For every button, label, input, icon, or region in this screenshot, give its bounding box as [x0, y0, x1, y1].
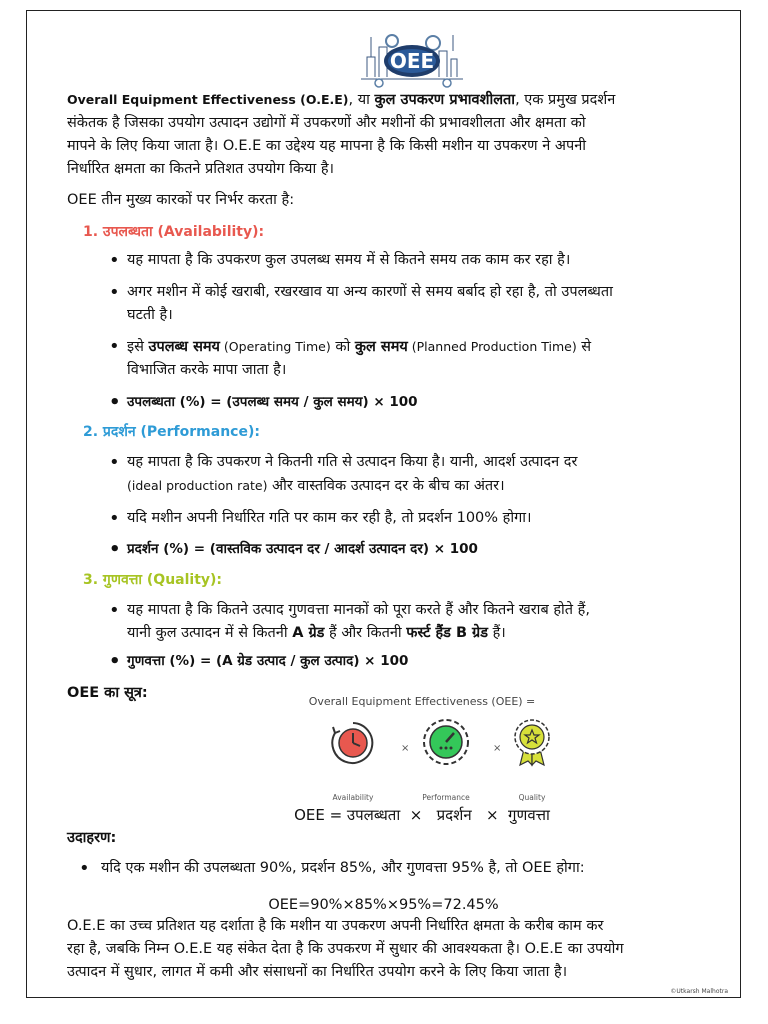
quality-bullet-1-line1: यह मापता है कि कितने उत्पाद गुणवत्ता मानकों को पूरा करते हैं और कितने खराब होते हैं, [127, 602, 590, 618]
quality-formula-text: गुणवत्ता (%) = (A ग्रेड उत्पाद / कुल उत्पाद) × 100 [127, 653, 409, 669]
b3-b: को [330, 339, 355, 355]
figure-title: Overall Equipment Effectiveness (OEE) = [308, 695, 536, 708]
quality-l2-c: हैं। [487, 625, 506, 641]
availability-formula: • उपलब्धता (%) = (उपलब्ध समय / कुल समय) × 100 [109, 392, 418, 413]
times-sign-1: × [401, 743, 410, 754]
example-calculation: OEE=90%×85%×95%=72.45% [268, 897, 499, 913]
quality-l2-term1: A ग्रेड [292, 625, 325, 641]
quality-badge-icon [510, 717, 554, 767]
gauge-icon [421, 717, 471, 767]
performance-bullet-2-text: यदि मशीन अपनी निर्धारित गति पर काम कर रही है, तो प्रदर्शन 100% होगा। [127, 510, 532, 526]
b3-term1-en: (Operating Time) [219, 339, 331, 354]
performance-bullet-2: • यदि मशीन अपनी निर्धारित गति पर काम कर रही है, तो प्रदर्शन 100% होगा। [109, 508, 532, 529]
term-en: Overall Equipment Effectiveness (O.E.E) [67, 92, 349, 107]
availability-bullet-1-text: यह मापता है कि उपकरण कुल उपलब्ध समय में से कितने समय तक काम कर रहा है। [127, 252, 571, 268]
conclusion-paragraph [67, 915, 714, 984]
availability-formula-text: उपलब्धता (%) = (उपलब्ध समय / कुल समय) × 100 [127, 394, 418, 410]
figure-label-availability: Availability [332, 793, 374, 802]
quality-heading: 3. गुणवत्ता (Quality): [83, 572, 223, 588]
availability-bullet-2-line2: घटती है। [127, 307, 173, 323]
b3-term2-en: (Planned Production Time) [407, 339, 577, 354]
example-label: उदाहरण: [67, 830, 117, 846]
availability-bullet-2-line1: अगर मशीन में कोई खराबी, रखरखाव या अन्य कारणों से समय बर्बाद हो रहा है, तो उपलब्धता [127, 284, 613, 300]
performance-formula: • प्रदर्शन (%) = (वास्तविक उत्पादन दर / आदर्श उत्पादन दर) × 100 [109, 539, 478, 560]
performance-heading: 2. प्रदर्शन (Performance): [83, 424, 260, 440]
performance-bullet-1-line1: यह मापता है कि उपकरण ने कितनी गति से उत्पादन किया है। यानी, आदर्श उत्पादन दर [127, 454, 578, 470]
figure-label-performance: Performance [422, 793, 470, 802]
availability-bullet-1: • यह मापता है कि उपकरण कुल उपलब्ध समय में से कितने समय तक काम कर रहा है। [109, 250, 571, 271]
performance-formula-text: प्रदर्शन (%) = (वास्तविक उत्पादन दर / आदर्श उत्पादन दर) × 100 [127, 541, 478, 557]
performance-bullet-1-en: (ideal production rate) [127, 478, 268, 493]
oee-figure [245, 683, 599, 845]
quality-l2-b: हैं और कितनी [324, 625, 407, 641]
sutra-label: OEE का सूत्र: [67, 685, 148, 701]
quality-formula: • गुणवत्ता (%) = (A ग्रेड उत्पाद / कुल उत्पाद) × 100 [109, 651, 409, 672]
b3-line2: विभाजित करके मापा जाता है। [127, 362, 287, 378]
intro-line2: संकेतक है जिसका उपयोग उत्पादन उद्योगों में उपकरणों और मशीनों की प्रभावशीलता और क्षमता को [67, 115, 586, 131]
term-hi: कुल उपकरण प्रभावशीलता [374, 92, 516, 108]
times-sign-2: × [493, 743, 502, 754]
b3-a: इसे [127, 339, 149, 355]
example-bullet: • यदि एक मशीन की उपलब्धता 90%, प्रदर्शन 85%, और गुणवत्ता 95% है, तो OEE होगा: [79, 858, 585, 879]
conclusion-line3: उत्पादन में सुधार, लागत में कमी और संसाधनों का निर्धारित उपयोग करने के लिए किया जाता है। [67, 964, 568, 980]
availability-heading: 1. उपलब्धता (Availability): [83, 224, 265, 240]
quality-bullet-1: • यह मापता है कि कितने उत्पाद गुणवत्ता मानकों को पूरा करते हैं और कितने खराब होते हैं, यानी कुल उत्पादन में से कितनी A ग्रेड हैं और कितनी फर्स्ट हैंड B ग्रेड हैं। [127, 599, 714, 645]
factors-intro: OEE तीन मुख्य कारकों पर निर्भर करता है: [67, 192, 295, 208]
quality-l2-term2: फर्स्ट हैंड B ग्रेड [406, 625, 488, 641]
stopwatch-icon [329, 719, 377, 767]
example-bullet-text: यदि एक मशीन की उपलब्धता 90%, प्रदर्शन 85%, और गुणवत्ता 95% है, तो OEE होगा: [101, 860, 585, 876]
intro-line1-rest: , एक प्रमुख प्रदर्शन [515, 92, 616, 108]
intro-line4: निर्धारित क्षमता का कितने प्रतिशत उपयोग किया है। [67, 161, 335, 177]
availability-bullet-2: • अगर मशीन में कोई खराबी, रखरखाव या अन्य कारणों से समय बर्बाद हो रहा है, तो उपलब्धता घटती है। [127, 281, 714, 327]
quality-l2-a: यानी कुल उत्पादन में से कितनी [127, 625, 293, 641]
figure-label-quality: Quality [518, 793, 546, 802]
figure-formula: OEE = उपलब्धता × प्रदर्शन × गुणवत्ता [294, 806, 550, 824]
b3-c: से [576, 339, 592, 355]
conclusion-line2: रहा है, जबकि निम्न O.E.E यह संकेत देता है कि उपकरण में सुधार की आवश्यकता है। O.E.E का उपयोग [67, 941, 624, 957]
intro-paragraph [67, 88, 714, 181]
performance-bullet-1: • यह मापता है कि उपकरण ने कितनी गति से उत्पादन किया है। यानी, आदर्श उत्पादन दर (ideal production rate) और वास्तविक उत्पादन दर के बीच का अंतर। [127, 451, 714, 498]
intro-line3: मापने के लिए किया जाता है। O.E.E का उद्देश्य यह मापना है कि किसी मशीन या उपकरण ने अपनी [67, 138, 587, 154]
document-page [26, 10, 741, 998]
b3-term2: कुल समय [354, 339, 408, 355]
copyright: ©Utkarsh Malhotra [670, 988, 728, 995]
logo-text: OEE [389, 49, 435, 73]
performance-bullet-1-rest: और वास्तविक उत्पादन दर के बीच का अंतर। [267, 478, 505, 494]
conclusion-line1: O.E.E का उच्च प्रतिशत यह दर्शाता है कि मशीन या उपकरण अपनी निर्धारित क्षमता के करीब काम कर [67, 918, 604, 934]
term-sep: , या [348, 92, 375, 108]
availability-bullet-3: • इसे उपलब्ध समय (Operating Time) को कुल समय (Planned Production Time) से विभाजित करके मापा जाता है। [127, 335, 714, 382]
b3-term1: उपलब्ध समय [148, 339, 220, 355]
oee-logo [357, 27, 467, 89]
